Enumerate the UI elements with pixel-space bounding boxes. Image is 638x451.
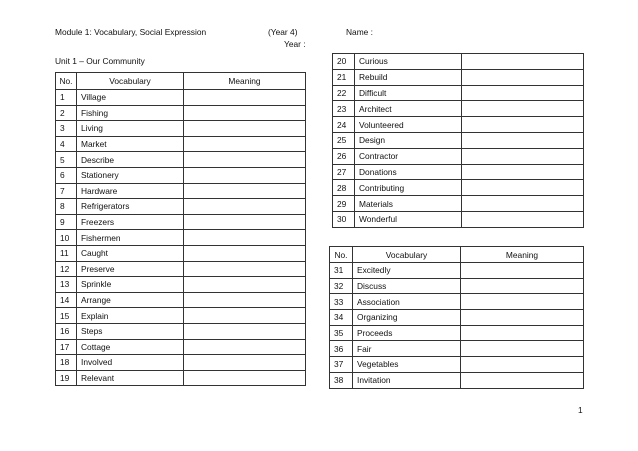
vocabulary-word: Sprinkle	[77, 277, 184, 293]
row-number: 10	[56, 230, 77, 246]
row-number: 15	[56, 308, 77, 324]
vocabulary-word: Hardware	[77, 183, 184, 199]
vocabulary-word: Difficult	[355, 85, 462, 101]
meaning-cell[interactable]	[184, 183, 306, 199]
meaning-cell[interactable]	[184, 292, 306, 308]
meaning-cell[interactable]	[462, 148, 584, 164]
vocabulary-word: Curious	[355, 54, 462, 70]
table-row	[56, 277, 306, 293]
meaning-cell[interactable]	[461, 372, 584, 388]
meaning-cell[interactable]	[184, 105, 306, 121]
vocabulary-word: Contractor	[355, 148, 462, 164]
meaning-cell[interactable]	[461, 294, 584, 310]
row-number: 18	[56, 355, 77, 371]
row-number: 32	[330, 278, 353, 294]
row-number: 27	[333, 164, 355, 180]
table-row	[56, 183, 306, 199]
table-row	[333, 211, 584, 227]
vocabulary-word: Design	[355, 132, 462, 148]
row-number: 1	[56, 90, 77, 106]
row-number: 5	[56, 152, 77, 168]
row-number: 26	[333, 148, 355, 164]
meaning-cell[interactable]	[184, 152, 306, 168]
row-number: 19	[56, 370, 77, 386]
table-row	[330, 278, 584, 294]
vocabulary-word: Materials	[355, 196, 462, 212]
row-number: 23	[333, 101, 355, 117]
row-number: 12	[56, 261, 77, 277]
table-row	[330, 341, 584, 357]
table-row	[56, 230, 306, 246]
vocabulary-word: Contributing	[355, 180, 462, 196]
meaning-cell[interactable]	[462, 69, 584, 85]
vocabulary-word: Volunteered	[355, 117, 462, 133]
vocabulary-word: Rebuild	[355, 69, 462, 85]
row-number: 14	[56, 292, 77, 308]
table-row	[56, 292, 306, 308]
meaning-cell[interactable]	[461, 263, 584, 279]
table-row	[333, 69, 584, 85]
table-row	[333, 148, 584, 164]
meaning-cell[interactable]	[461, 341, 584, 357]
vocabulary-word: Discuss	[353, 278, 461, 294]
table-row	[56, 136, 306, 152]
table-row	[333, 85, 584, 101]
meaning-cell[interactable]	[184, 323, 306, 339]
meaning-cell[interactable]	[462, 101, 584, 117]
col-header-no: No.	[56, 73, 77, 90]
table-row	[56, 105, 306, 121]
table-row	[330, 294, 584, 310]
year-paren: (Year 4)	[268, 27, 298, 37]
col-header-no: No.	[330, 247, 353, 263]
table-row	[56, 370, 306, 386]
table-row	[333, 101, 584, 117]
col-header-meaning: Meaning	[461, 247, 584, 263]
row-number: 16	[56, 323, 77, 339]
meaning-cell[interactable]	[461, 357, 584, 373]
row-number: 11	[56, 245, 77, 261]
vocabulary-word: Living	[77, 121, 184, 137]
row-number: 34	[330, 310, 353, 326]
vocabulary-word: Vegetables	[353, 357, 461, 373]
table-row	[333, 180, 584, 196]
page-number: 1	[578, 405, 583, 415]
meaning-cell[interactable]	[461, 325, 584, 341]
row-number: 31	[330, 263, 353, 279]
vocabulary-word: Proceeds	[353, 325, 461, 341]
unit-title: Unit 1 – Our Community	[55, 56, 145, 66]
vocabulary-word: Market	[77, 136, 184, 152]
table-row	[330, 357, 584, 373]
name-label: Name :	[346, 27, 373, 37]
row-number: 13	[56, 277, 77, 293]
vocabulary-word: Excitedly	[353, 263, 461, 279]
vocabulary-word: Preserve	[77, 261, 184, 277]
row-number: 8	[56, 199, 77, 215]
vocabulary-word: Relevant	[77, 370, 184, 386]
row-number: 36	[330, 341, 353, 357]
vocabulary-word: Village	[77, 90, 184, 106]
meaning-cell[interactable]	[461, 310, 584, 326]
meaning-cell[interactable]	[184, 308, 306, 324]
meaning-cell[interactable]	[184, 136, 306, 152]
col-header-meaning: Meaning	[184, 73, 306, 90]
row-number: 6	[56, 167, 77, 183]
meaning-cell[interactable]	[462, 164, 584, 180]
vocab-table-left	[55, 72, 306, 386]
row-number: 3	[56, 121, 77, 137]
meaning-cell[interactable]	[184, 230, 306, 246]
table-row	[333, 54, 584, 70]
meaning-cell[interactable]	[184, 370, 306, 386]
table-row	[56, 261, 306, 277]
table-header-row	[330, 247, 584, 263]
table-row	[56, 339, 306, 355]
vocabulary-word: Wonderful	[355, 211, 462, 227]
meaning-cell[interactable]	[184, 355, 306, 371]
row-number: 30	[333, 211, 355, 227]
meaning-cell[interactable]	[184, 167, 306, 183]
vocabulary-word: Stationery	[77, 167, 184, 183]
vocabulary-word: Caught	[77, 245, 184, 261]
table-row	[56, 355, 306, 371]
meaning-cell[interactable]	[184, 90, 306, 106]
table-row	[330, 310, 584, 326]
vocabulary-word: Donations	[355, 164, 462, 180]
table-row	[56, 199, 306, 215]
table-row	[56, 308, 306, 324]
vocabulary-word: Organizing	[353, 310, 461, 326]
row-number: 28	[333, 180, 355, 196]
row-number: 22	[333, 85, 355, 101]
vocabulary-word: Fishermen	[77, 230, 184, 246]
vocabulary-word: Invitation	[353, 372, 461, 388]
meaning-cell[interactable]	[462, 180, 584, 196]
meaning-cell[interactable]	[184, 121, 306, 137]
meaning-cell[interactable]	[462, 196, 584, 212]
vocabulary-word: Freezers	[77, 214, 184, 230]
row-number: 29	[333, 196, 355, 212]
row-number: 17	[56, 339, 77, 355]
row-number: 33	[330, 294, 353, 310]
table-header-row	[56, 73, 306, 90]
vocabulary-word: Cottage	[77, 339, 184, 355]
row-number: 2	[56, 105, 77, 121]
table-row	[333, 117, 584, 133]
meaning-cell[interactable]	[184, 245, 306, 261]
row-number: 38	[330, 372, 353, 388]
row-number: 37	[330, 357, 353, 373]
meaning-cell[interactable]	[184, 261, 306, 277]
table-row	[56, 121, 306, 137]
row-number: 21	[333, 69, 355, 85]
meaning-cell[interactable]	[462, 132, 584, 148]
vocabulary-word: Architect	[355, 101, 462, 117]
meaning-cell[interactable]	[462, 211, 584, 227]
table-row	[333, 196, 584, 212]
row-number: 20	[333, 54, 355, 70]
meaning-cell[interactable]	[184, 339, 306, 355]
table-row	[330, 372, 584, 388]
table-row	[333, 164, 584, 180]
table-row	[56, 167, 306, 183]
year-label: Year :	[284, 39, 306, 49]
col-header-vocabulary: Vocabulary	[353, 247, 461, 263]
meaning-cell[interactable]	[184, 199, 306, 215]
meaning-cell[interactable]	[184, 214, 306, 230]
row-number: 9	[56, 214, 77, 230]
vocabulary-word: Fishing	[77, 105, 184, 121]
vocabulary-word: Steps	[77, 323, 184, 339]
vocabulary-word: Refrigerators	[77, 199, 184, 215]
table-row	[56, 152, 306, 168]
meaning-cell[interactable]	[462, 54, 584, 70]
vocab-table-right-bottom	[329, 246, 584, 389]
row-number: 24	[333, 117, 355, 133]
row-number: 25	[333, 132, 355, 148]
row-number: 7	[56, 183, 77, 199]
meaning-cell[interactable]	[184, 277, 306, 293]
table-row	[330, 263, 584, 279]
meaning-cell[interactable]	[462, 117, 584, 133]
table-row	[56, 323, 306, 339]
meaning-cell[interactable]	[462, 85, 584, 101]
row-number: 4	[56, 136, 77, 152]
table-row	[56, 214, 306, 230]
col-header-vocabulary: Vocabulary	[77, 73, 184, 90]
module-title: Module 1: Vocabulary, Social Expression	[55, 27, 207, 37]
table-row	[56, 245, 306, 261]
meaning-cell[interactable]	[461, 278, 584, 294]
vocab-table-right-top	[332, 53, 584, 228]
vocabulary-word: Explain	[77, 308, 184, 324]
vocabulary-word: Fair	[353, 341, 461, 357]
table-row	[333, 132, 584, 148]
table-row	[56, 90, 306, 106]
vocabulary-word: Involved	[77, 355, 184, 371]
vocabulary-word: Arrange	[77, 292, 184, 308]
row-number: 35	[330, 325, 353, 341]
table-row	[330, 325, 584, 341]
vocabulary-word: Association	[353, 294, 461, 310]
vocabulary-word: Describe	[77, 152, 184, 168]
